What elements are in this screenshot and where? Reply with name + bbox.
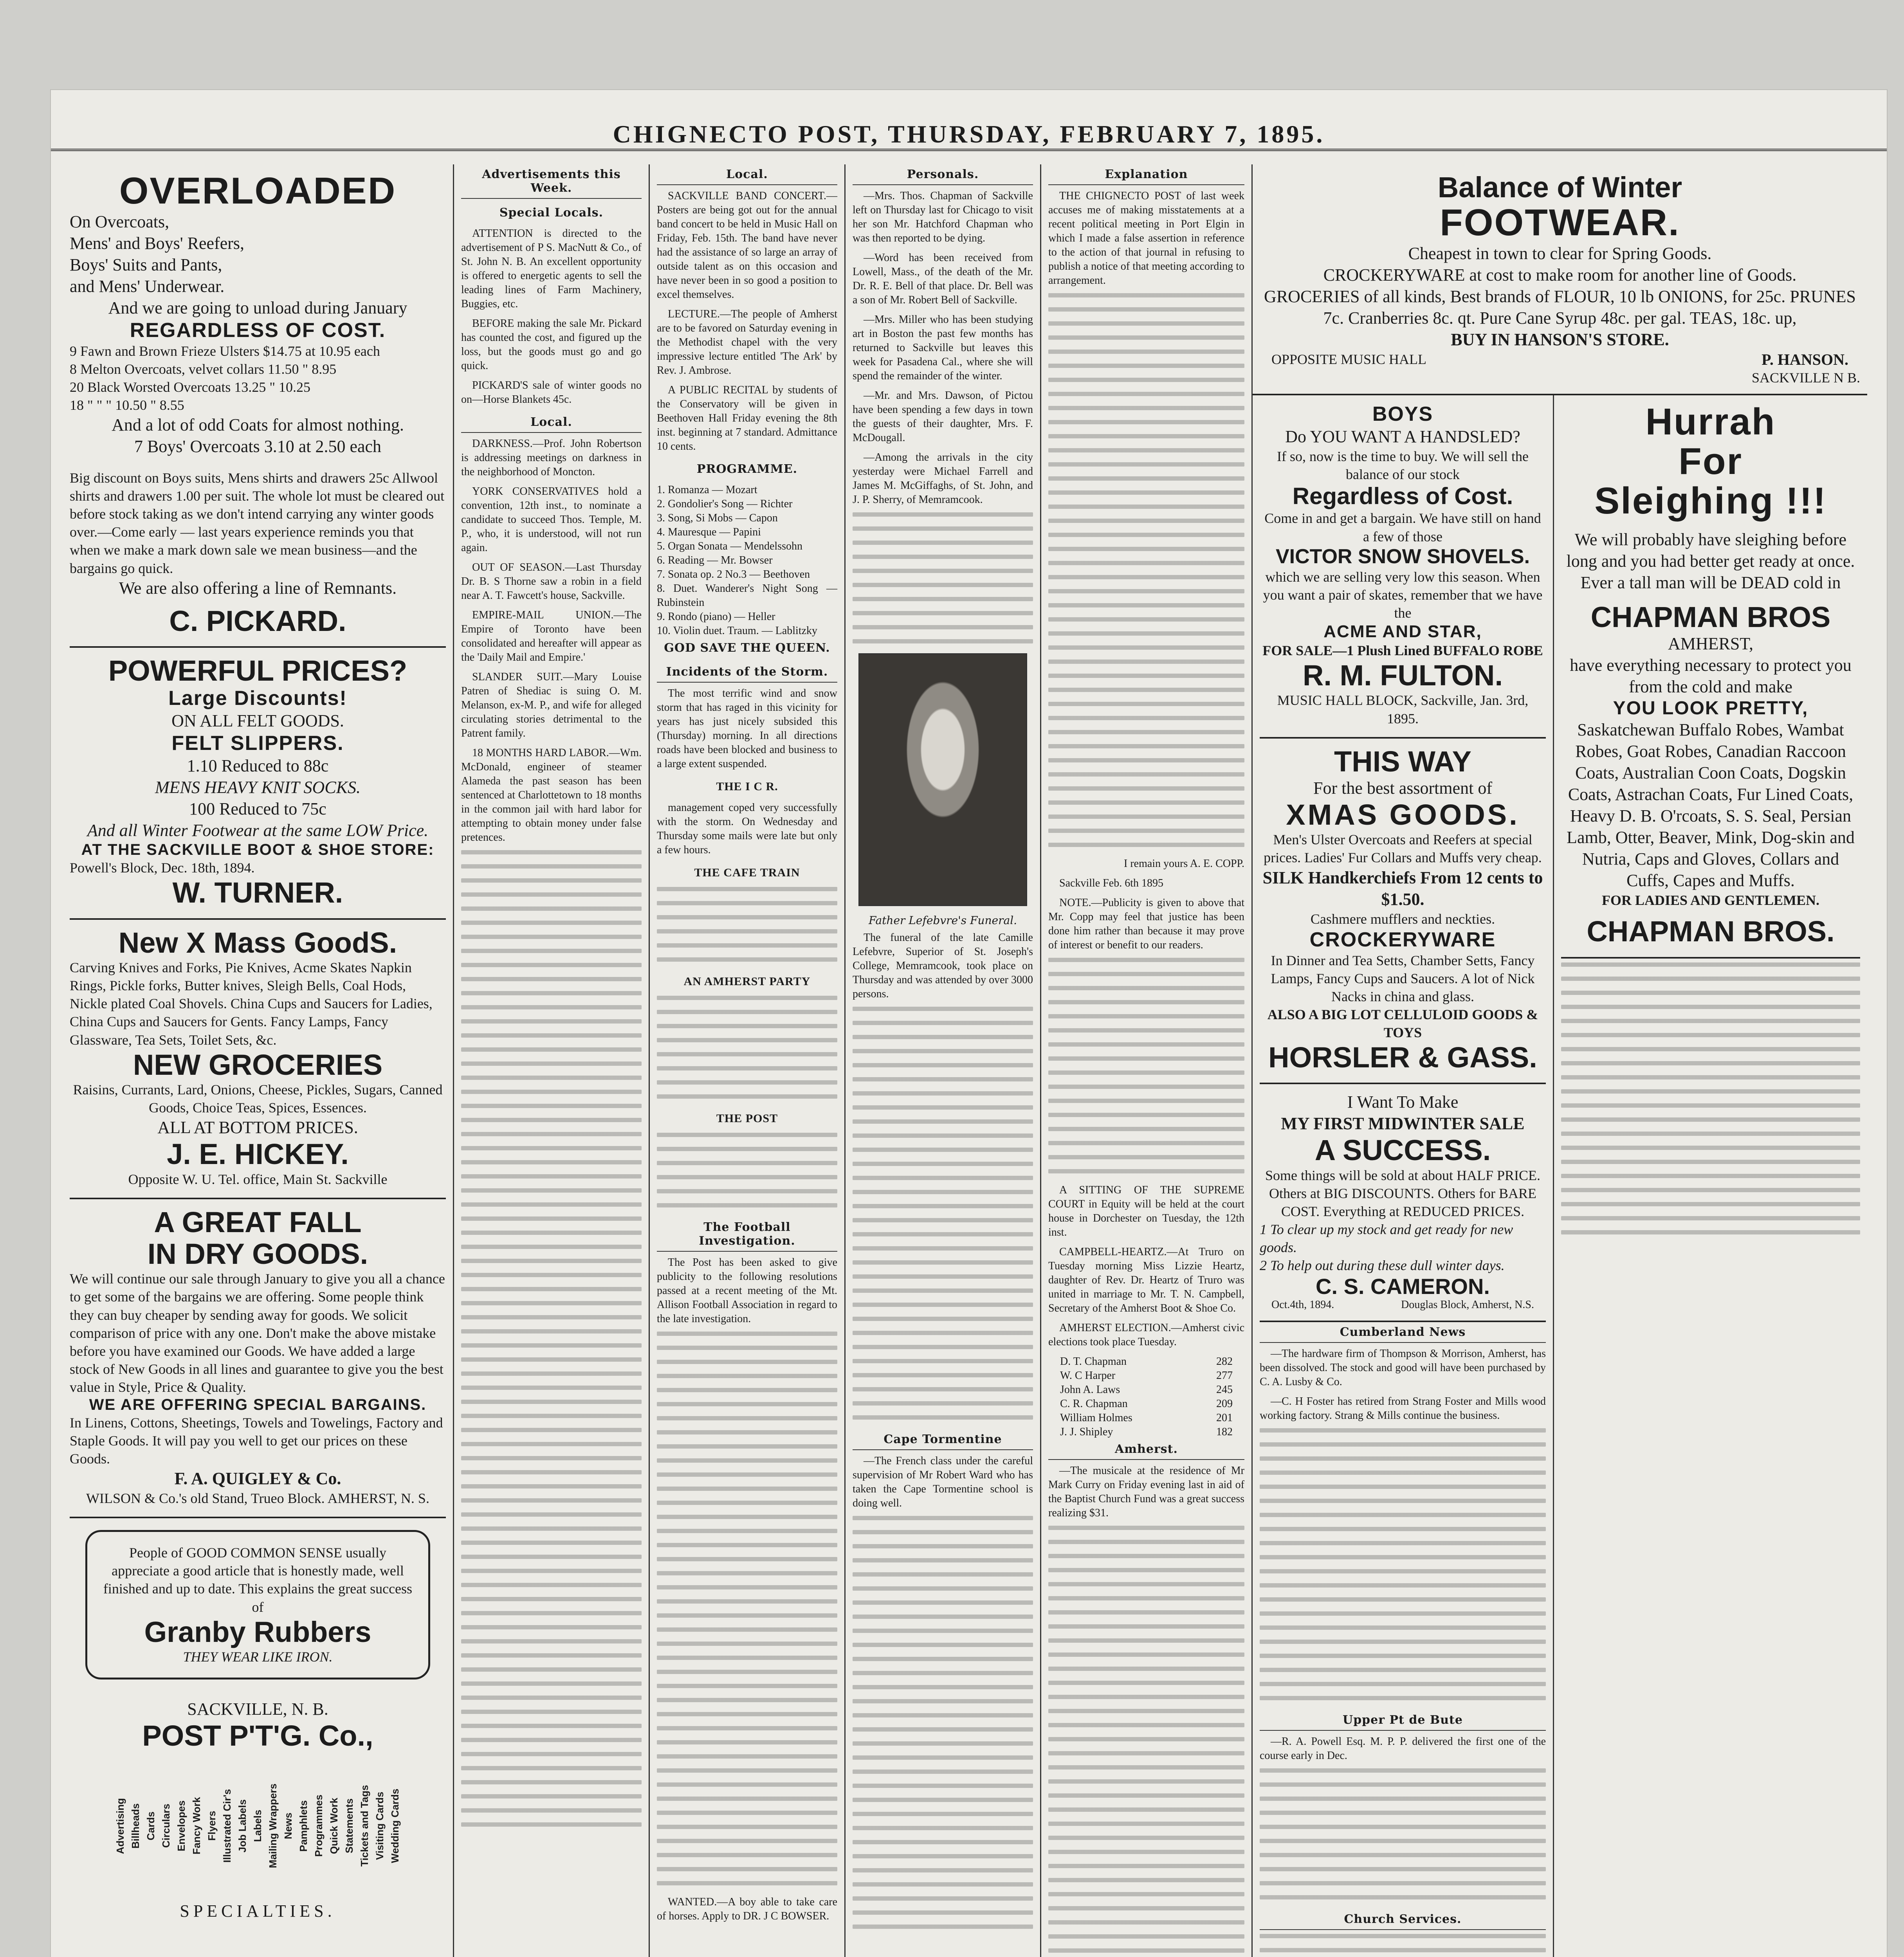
- ad-great-fall: [70, 1199, 446, 1519]
- paragraph: AMHERST ELECTION.—Amherst civic elections took place Tuesday.: [1048, 1322, 1244, 1348]
- ad-signature: W. TURNER.: [172, 876, 343, 909]
- section-header: Personals.: [853, 164, 1033, 185]
- text-lines: [1048, 958, 1244, 1173]
- paragraph: THE CHIGNECTO POST of last week accuses me of making misstatements at a recent political meeting in Port Elgin in which I made a false assertion in reference to the action of that journal in refusing to publish a notice of that meeting according to arrangement.: [1048, 190, 1244, 287]
- ad-line: MY FIRST MIDWINTER SALE: [1281, 1114, 1525, 1133]
- wanted-notice: WANTED.—A boy able to take care of horses. Apply to DR. J C BOWSER.: [657, 1896, 837, 1922]
- text-lines: [657, 996, 837, 1099]
- ad-title: NEW GROCERIES: [133, 1048, 383, 1081]
- ad-items: Saskatchewan Buffalo Robes, Wambat Robes, Goat Robes, Canadian Raccoon Coats, Australian Coon Coats, Dogskin Coats, Astrachan Coats, Fur Lined Coats, Heavy D. B. O'rcoats, S. S. Seal, Persian Lamb, Otter, Beaver, Mink, Dog-skin and Nutria, Caps and Gloves, Collars and Cuffs, Capes and Muffs.: [1567, 720, 1855, 890]
- text-lines: [1260, 1428, 1546, 1700]
- subhead: AN AMHERST PARTY: [683, 975, 811, 988]
- ad-prices: ALL AT BOTTOM PRICES.: [157, 1118, 358, 1137]
- ad-line: For the best assortment of: [1313, 778, 1493, 798]
- ad-special: WE ARE OFFERING SPECIAL BARGAINS.: [89, 1396, 427, 1413]
- ad-line: If so, now is the time to buy. We will sell the balance of our stock: [1277, 449, 1529, 483]
- specialty-item: Illustrated Cir's: [221, 1789, 233, 1863]
- vote-count: 245: [1216, 1384, 1233, 1396]
- ad-store: AT THE SACKVILLE BOOT & SHOE STORE:: [81, 841, 435, 859]
- result-row: [1060, 1397, 1233, 1411]
- ad-line: BUY IN HANSON'S STORE.: [1451, 330, 1669, 350]
- section-header: Advertisements this Week.: [461, 164, 642, 199]
- paragraph: —The musicale at the residence of Mr Mark Curry on Friday evening last in aid of the Baptist Church Fund was a great success realizing $31.: [1048, 1465, 1244, 1519]
- ad-boys-handsled: [1260, 395, 1546, 738]
- election-results: [1048, 1355, 1244, 1439]
- paragraph: —C. H Foster has retired from Strang Foster and Mills wood working factory. Strang & Mills continue the business.: [1260, 1395, 1546, 1422]
- section-header: Special Locals.: [499, 206, 604, 220]
- ad-line: Come in and get a bargain. We have still on hand a few of those: [1264, 510, 1541, 544]
- programme-item: 1. Romanza — Mozart: [657, 484, 757, 496]
- article-body: [657, 1895, 837, 1923]
- section-header: Church Services.: [1260, 1909, 1546, 1930]
- column-explanation: [1041, 164, 1253, 1957]
- ad-line: ALSO A BIG LOT CELLULOID GOODS & TOYS: [1267, 1006, 1538, 1040]
- article-body: [1048, 189, 1244, 288]
- specialty-item: Fancy Work: [191, 1797, 202, 1855]
- programme-item: 9. Rondo (piano) — Heller: [657, 611, 775, 623]
- ad-date: Oct.4th, 1894.: [1271, 1298, 1334, 1311]
- specialty-item: Flyers: [206, 1811, 218, 1841]
- ad-italic: And all Winter Footwear at the same LOW Price.: [87, 821, 429, 840]
- programme-item: 3. Song, Si Mobs — Capon: [657, 512, 778, 524]
- article-body: [657, 1256, 837, 1326]
- ad-tagline: THEY WEAR LIKE IRON.: [183, 1649, 333, 1665]
- ad-line: And a lot of odd Coats for almost nothing.: [112, 415, 404, 435]
- ad-line: and Mens' Underwear.: [70, 276, 225, 296]
- article-body: [1260, 1735, 1546, 1763]
- result-row: [1060, 1425, 1233, 1439]
- column-ads-left: [63, 164, 454, 1957]
- ad-title: POWERFUL PRICES?: [108, 654, 407, 687]
- ad-item: 8 Melton Overcoats, velvet collars 11.50 " 8.95: [70, 361, 337, 377]
- text-lines: [657, 1332, 837, 1885]
- result-row: [1060, 1411, 1233, 1425]
- specialty-item: Statements: [343, 1798, 355, 1854]
- text-lines: [853, 1516, 1033, 1929]
- ad-sub: IN DRY GOODS.: [147, 1238, 368, 1270]
- specialty-item: News: [282, 1813, 294, 1840]
- section-header: Cumberland News: [1260, 1322, 1546, 1343]
- ad-powerful-prices: [70, 648, 446, 920]
- candidate-name: D. T. Chapman: [1060, 1355, 1127, 1368]
- columns: [63, 164, 1875, 1957]
- specialty-item: Mailing Wrappers: [267, 1784, 279, 1869]
- ad-line: FOR SALE—1 Plush Lined BUFFALO ROBE: [1262, 643, 1543, 658]
- paragraph: —Mrs. Thos. Chapman of Sackville left on Thursday last for Chicago to visit her son Mr. Hatchford Chapman who was then reported to be dying.: [853, 190, 1033, 244]
- ad-signature: C. S. CAMERON.: [1316, 1274, 1490, 1299]
- ad-body: In Linens, Cottons, Sheetings, Towels and Towelings, Factory and Staple Goods. It will pay you well to get our prices on these Goods.: [70, 1415, 443, 1467]
- text-lines: [657, 1133, 837, 1207]
- text-lines: [1561, 962, 1860, 1234]
- article-body: [1048, 1464, 1244, 1520]
- ad-success: [1260, 1084, 1546, 1322]
- paragraph: OUT OF SEASON.—Last Thursday Dr. B. S Thorne saw a robin in a field near A. T. Fawcett's house, Sackville.: [461, 561, 642, 602]
- ad-signature: C. PICKARD.: [169, 604, 346, 637]
- ad-title: THIS WAY: [1334, 745, 1471, 778]
- ad-line: Mens' and Boys' Reefers,: [70, 233, 244, 253]
- ad-opposite: OPPOSITE MUSIC HALL: [1271, 351, 1427, 368]
- ad-line: which we are selling very low this season. When you want a pair of skates, remember that we have the: [1263, 569, 1543, 621]
- ads-subcolumn-left: [1253, 395, 1554, 1957]
- ad-headline: REGARDLESS OF COST.: [130, 319, 386, 342]
- vote-count: 201: [1216, 1412, 1233, 1424]
- specialty-item: Job Labels: [236, 1799, 248, 1853]
- paragraph: BEFORE making the sale Mr. Pickard has counted the cost, and figured up the loss, but the goods must go and go quick.: [461, 317, 642, 372]
- programme-item: 2. Gondolier's Song — Richter: [657, 498, 793, 510]
- article-body: [657, 687, 837, 1207]
- ad-title: A SUCCESS.: [1314, 1134, 1491, 1167]
- newspaper-page: [51, 90, 1887, 1957]
- ad-body: People of GOOD COMMON SENSE usually appreciate a good article that is honestly made, well finished and up to date. This explains the great success of: [103, 1545, 413, 1615]
- text-lines: [853, 512, 1033, 643]
- text-lines: [853, 1007, 1033, 1420]
- ad-title: Hurrah: [1645, 401, 1776, 443]
- specialty-item: Quick Work: [328, 1798, 340, 1854]
- section-header: Amherst.: [1048, 1439, 1244, 1460]
- ad-footer-row: [1260, 350, 1860, 369]
- paragraph: ATTENTION is directed to the advertisement of P S. MacNutt & Co., of St. John N. B. An excellent opportunity is offered to energetic agents to sell the leading lines of Farm Machinery, Buggies, etc.: [461, 227, 642, 310]
- paragraph: EMPIRE-MAIL UNION.—The Empire of Toronto have been consolidated and hereafter will appear as the 'Daily Mail and Empire.': [461, 609, 642, 663]
- paragraph: —Mrs. Miller who has been studying art in Boston the past few months has returned to Sackville but leaves this week for Pasadena Cal., where she will spend the remainder of the winter.: [853, 314, 1033, 382]
- vote-count: 182: [1216, 1426, 1233, 1438]
- paragraph: —The French class under the careful supervision of Mr Robert Ward who has taken the Cape Tormentine school is doing well.: [853, 1455, 1033, 1509]
- ad-overloaded: [70, 164, 446, 648]
- ad-line: I Want To Make: [1347, 1092, 1459, 1112]
- ad-address: Opposite W. U. Tel. office, Main St. Sackville: [128, 1171, 388, 1187]
- candidate-name: C. R. Chapman: [1060, 1398, 1128, 1410]
- ad-sub: FELT SLIPPERS.: [171, 732, 344, 755]
- vote-count: 282: [1216, 1355, 1233, 1368]
- programme-item: 6. Reading — Mr. Bowser: [657, 554, 773, 566]
- image-caption: Father Lefebvre's Funeral.: [868, 914, 1017, 927]
- ad-title: CROCKERYWARE: [1309, 928, 1496, 951]
- subhead: THE I C R.: [716, 780, 778, 793]
- text-lines: [1260, 1934, 1546, 1957]
- ad-line: SILK Handkerchiefs From 12 cents to $1.50.: [1262, 868, 1543, 909]
- ad-line: 1 To clear up my stock and get ready for new goods.: [1260, 1222, 1513, 1256]
- ad-place: SACKVILLE N B.: [1752, 370, 1860, 386]
- ad-footer-row: [1260, 1299, 1546, 1311]
- ad-line: YOU LOOK PRETTY,: [1613, 698, 1808, 719]
- column-personals: [846, 164, 1041, 1957]
- anthem: GOD SAVE THE QUEEN.: [664, 641, 830, 655]
- article-body: [853, 1454, 1033, 1510]
- ad-line: Cashmere mufflers and neckties.: [1310, 911, 1495, 927]
- ad-brand: Granby Rubbers: [144, 1615, 371, 1648]
- programme-item: 10. Violin duet. Traum. — Lablitzky: [657, 625, 818, 637]
- paragraph: The funeral of the late Camille Lefebvre, Superior of St. Joseph's College, Memramcook, took place on Thursday and was attended by over 3000 persons.: [853, 932, 1033, 1000]
- ad-title: Regardless of Cost.: [1292, 483, 1513, 510]
- ad-title: Sleighing !!!: [1594, 479, 1827, 522]
- ad-item: 18 " " " 10.50 " 8.55: [70, 397, 184, 413]
- vote-count: 277: [1216, 1370, 1233, 1382]
- article-body: [461, 227, 642, 407]
- programme-item: 5. Organ Sonata — Mendelssohn: [657, 540, 802, 552]
- ad-line: 7 Boys' Overcoats 3.10 at 2.50 each: [134, 437, 382, 456]
- article-body: [1048, 857, 1244, 952]
- paragraph: SACKVILLE BAND CONCERT.—Posters are being got out for the annual band concert to be held in Music Hall on Friday, Feb. 15th. The band have never had the assistance of so large an array of outside talent as on this occasion and have never been in so good a position to excel themselves.: [657, 190, 837, 301]
- portrait-image: [858, 653, 1027, 906]
- section-header: Cape Tormentine: [853, 1429, 1033, 1450]
- ads-subcolumn-right: [1554, 395, 1867, 1957]
- article-body: [461, 437, 642, 845]
- ad-line: Cheapest in town to clear for Spring Goods.: [1408, 244, 1712, 263]
- column-local-news: [650, 164, 846, 1957]
- ad-place: AMHERST,: [1668, 634, 1753, 654]
- programme-item: 7. Sonata op. 2 No.3 — Beethoven: [657, 568, 810, 580]
- ad-block: Douglas Block, Amherst, N.S.: [1401, 1298, 1534, 1311]
- ad-signature: J. E. HICKEY.: [167, 1138, 349, 1171]
- paragraph: —Word has been received from Lowell, Mass., of the death of the Mr. Dr. R. E. Bell of that place. Dr. Bell was a son of Mr. Robert Bell of Sackville.: [853, 252, 1033, 306]
- ad-line: FOR LADIES AND GENTLEMEN.: [1601, 892, 1820, 908]
- section-header: Explanation: [1048, 164, 1244, 185]
- specialty-item: Envelopes: [175, 1800, 187, 1852]
- ad-address: WILSON & Co.'s old Stand, Trueo Block. AMHERST, N. S.: [86, 1490, 429, 1506]
- paragraph: 18 MONTHS HARD LABOR.—Wm. McDonald, engineer of steamer Alameda the past season has been sentenced at Charlottetown to 18 months in the common jail with hard labor for attempting to obtain money under false pretences.: [461, 747, 642, 843]
- ad-line: Men's Ulster Overcoats and Reefers at special prices. Ladies' Fur Collars and Muffs very cheap.: [1264, 832, 1542, 866]
- candidate-name: W. C Harper: [1060, 1370, 1116, 1382]
- ad-title: Balance of Winter: [1437, 171, 1682, 204]
- ad-hurrah-sleighing: [1561, 395, 1860, 958]
- paragraph: —The hardware firm of Thompson & Morrison, Amherst, has been dissolved. The stock and good will have been purchased by C. A. Lusby & Co.: [1260, 1347, 1546, 1388]
- ad-line: ACME AND STAR,: [1323, 622, 1482, 641]
- ad-prices: 1.10 Reduced to 88c: [187, 756, 329, 776]
- article-body: [1048, 1183, 1244, 1349]
- ad-signature: R. M. FULTON.: [1302, 659, 1503, 692]
- text-lines: [1048, 293, 1244, 847]
- ad-line: 2 To help out during these dull winter days.: [1260, 1258, 1505, 1274]
- paragraph: PICKARD'S sale of winter goods no on—Horse Blankets 45c.: [461, 379, 642, 405]
- paragraph: The Post has been asked to give publicity to the following resolutions passed at a recent meeting of the Mt. Allison Football Association in regard to the late investigation.: [657, 1256, 837, 1325]
- section-header: The Football Investigation.: [657, 1217, 837, 1252]
- programme-item: 8. Duet. Wanderer's Night Song — Rubinstein: [657, 582, 837, 609]
- ad-line: On Overcoats,: [70, 212, 169, 231]
- ad-body: have everything necessary to protect you from the cold and make: [1570, 656, 1852, 697]
- specialty-item: Cards: [145, 1811, 157, 1841]
- dateline: Sackville Feb. 6th 1895: [1059, 877, 1163, 889]
- subhead: THE POST: [716, 1112, 778, 1125]
- specialty-item: Billheads: [130, 1803, 141, 1849]
- ad-title: A GREAT FALL: [154, 1206, 362, 1238]
- ad-title: OVERLOADED: [119, 170, 397, 212]
- ad-body: Raisins, Currants, Lard, Onions, Cheese, Pickles, Sugars, Canned Goods, Choice Teas, Spices, Essences.: [73, 1082, 443, 1116]
- ad-footer: SPECIALTIES.: [180, 1901, 336, 1921]
- section-header: Local.: [657, 164, 837, 185]
- specialty-item: Pamphlets: [298, 1800, 309, 1852]
- ad-body: We will continue our sale through January to give you all a chance to get some of the bargains we are offering. Some people think they can buy cheaper by sending away for goods. We solicit comparison of price with any one. Don't make the above mistake before you have examined our Goods. We have added a large stock of New Goods in all lines and guarantee to give you the best value in Style, Price & Quality.: [70, 1271, 445, 1395]
- programme-header: PROGRAMME.: [696, 462, 798, 476]
- ad-title: New X Mass GoodS.: [118, 926, 397, 959]
- candidate-name: William Holmes: [1060, 1412, 1132, 1424]
- paragraph: CAMPBELL-HEARTZ.—At Truro on Tuesday morning Miss Lizzie Heartz, daughter of Rev. Dr. Heartz of Truro was united in marriage to Mr. T. N. Campbell, Secretary of the Amherst Boot & Shoe Co.: [1048, 1246, 1244, 1314]
- ad-sub: Large Discounts!: [168, 687, 347, 710]
- paragraph: The most terrific wind and snow storm that has raged in this vicinity for years has just nicely subsided this (Thursday) morning. In all directions roads have been blocked and business to a large extent suspended.: [657, 687, 837, 770]
- ad-signature: HORSLER & GASS.: [1268, 1041, 1537, 1074]
- article-body: [853, 931, 1033, 1001]
- ad-prices: 100 Reduced to 75c: [189, 799, 326, 819]
- paragraph: —Among the arrivals in the city yesterday were Michael Farrell and James M. McGiffaghs, of St. John, and J. P. Sherry, of Memramcook.: [853, 451, 1033, 506]
- specialty-item: Visiting Cards: [374, 1792, 386, 1860]
- ad-subcolumns: [1253, 395, 1867, 1957]
- specialty-item: Labels: [252, 1810, 263, 1842]
- ad-block: MUSIC HALL BLOCK, Sackville, Jan. 3rd, 1895.: [1277, 692, 1529, 726]
- ad-body: We will probably have sleighing before long and you had better get ready at once. Ever a tall man will be DEAD cold in: [1566, 530, 1855, 592]
- specialty-item: Advertising: [114, 1798, 126, 1854]
- ad-socks: MENS HEAVY KNIT SOCKS.: [155, 778, 361, 797]
- masthead: CHIGNECTO POST, THURSDAY, FEBRUARY 7, 1895.: [51, 102, 1887, 151]
- ad-body: Some things will be sold at about HALF PRICE. Others at BIG DISCOUNTS. Others for BARE COST. Everything at REDUCED PRICES.: [1265, 1167, 1540, 1219]
- ad-body: Big discount on Boys suits, Mens shirts and drawers 25c Allwool shirts and drawers 1.00 per suit. The whole lot must be cleared out before stock taking as we don't intend carrying any winter goods over.—Come early — last years experience reminds you that when we make a mark down sale we mean business—and the bargains go quick.: [70, 470, 445, 576]
- ad-post-printing: [70, 1691, 446, 1931]
- paragraph: A SITTING OF THE SUPREME COURT in Equity will be held at the court house in Dorchester on Tuesday, the 12th inst.: [1048, 1184, 1244, 1238]
- specialty-item: Programmes: [313, 1795, 325, 1857]
- paragraph: DARKNESS.—Prof. John Robertson is addressing meetings on darkness in the neighborhood of Moncton.: [461, 438, 642, 478]
- paragraph: NOTE.—Publicity is given to above that Mr. Copp may feel that justice has been done him rather than because it may prove of interest or benefit to our readers.: [1048, 897, 1244, 951]
- result-row: [1060, 1383, 1233, 1397]
- paragraph: A PUBLIC RECITAL by students of the Conservatory will be given in Beethoven Hall Friday evening the 8th inst. beginning at 7 standard. Admittance 10 cents.: [657, 384, 837, 452]
- ad-balance-footwear: [1253, 164, 1867, 395]
- paragraph: management coped very successfully with the storm. On Wednesday and Thursday some mails were late but only a few hours.: [657, 802, 837, 856]
- programme-list: [657, 483, 837, 638]
- ad-title: FOOTWEAR.: [1440, 202, 1680, 244]
- signature: I remain yours A. E. COPP.: [1124, 858, 1244, 870]
- ad-signature: CHAPMAN BROS.: [1587, 915, 1835, 948]
- ad-this-way: [1260, 739, 1546, 1085]
- ad-xmas-goods: [70, 920, 446, 1199]
- ad-line: Do YOU WANT A HANDSLED?: [1285, 427, 1520, 447]
- ad-sub: ON ALL FELT GOODS.: [171, 711, 344, 731]
- ad-title: BOYS: [1372, 403, 1433, 426]
- ad-signature: CHAPMAN BROS: [1590, 600, 1831, 633]
- section-header: Upper Pt de Bute: [1260, 1710, 1546, 1731]
- text-lines: [1260, 1768, 1546, 1899]
- paragraph: YORK CONSERVATIVES hold a convention, 12th inst., to nominate a candidate to succeed Thos. Temple, M. P., who, it is understood, will not run again.: [461, 485, 642, 554]
- ad-item: 9 Fawn and Brown Frieze Ulsters $14.75 at 10.95 each: [70, 343, 380, 359]
- subhead: THE CAFE TRAIN: [694, 866, 800, 879]
- ad-granby-rubbers: [85, 1530, 430, 1679]
- article-body: [657, 189, 837, 454]
- column-ads-right: [1253, 164, 1867, 1957]
- text-lines: [1048, 1526, 1244, 1957]
- text-lines: [461, 850, 642, 1827]
- ad-title: For: [1679, 440, 1743, 483]
- result-row: [1060, 1355, 1233, 1369]
- column-locals: [454, 164, 650, 1957]
- article-body: [1260, 1347, 1546, 1423]
- specialty-item: Circulars: [160, 1804, 172, 1848]
- programme-item: 4. Mauresque — Papini: [657, 526, 761, 538]
- ad-place: SACKVILLE, N. B.: [187, 1699, 328, 1719]
- candidate-name: John A. Laws: [1060, 1384, 1120, 1396]
- candidate-name: J. J. Shipley: [1060, 1426, 1113, 1438]
- ad-line: In Dinner and Tea Setts, Chamber Setts, Fancy Lamps, Fancy Cups and Saucers. A lot of Nick Nacks in china and glass.: [1271, 952, 1535, 1004]
- vote-count: 209: [1216, 1398, 1233, 1410]
- article-body: [853, 189, 1033, 507]
- ad-line: And we are going to unload during January: [108, 298, 407, 317]
- specialty-item: Tickets and Tags: [359, 1785, 370, 1867]
- ad-title: VICTOR SNOW SHOVELS.: [1275, 545, 1530, 568]
- ad-line: Boys' Suits and Pants,: [70, 255, 222, 274]
- section-header: Incidents of the Storm.: [657, 662, 837, 683]
- paragraph: LECTURE.—The people of Amherst are to be favored on Saturday evening in the Methodist chapel with the very impressive lecture entitled 'The Ark' by Rev. J. Ambrose.: [657, 308, 837, 377]
- ad-line: CROCKERYWARE at cost to make room for another line of Goods.: [1323, 265, 1797, 285]
- specialty-item: Wedding Cards: [389, 1789, 401, 1863]
- paragraph: —R. A. Powell Esq. M. P. P. delivered the first one of the course early in Dec.: [1260, 1735, 1546, 1762]
- ad-body: Carving Knives and Forks, Pie Knives, Acme Skates Napkin Rings, Pickle forks, Butter knives, Sleigh Bells, Coal Hods, Nickle plated Coal Shovels. China Cups and Saucers for Ladies, China Cups and Saucers for Gents. Fancy Lamps, Fancy Glassware, Tea Sets, Toilet Sets, &c.: [70, 960, 433, 1048]
- text-lines: [657, 887, 837, 962]
- paragraph: SLANDER SUIT.—Mary Louise Patren of Shediac is suing O. M. Melanson, ex-M. P., and wife for alleged circulating stories detrimental to the Patrent family.: [461, 671, 642, 739]
- ad-title: POST P'T'G. Co.,: [142, 1719, 373, 1752]
- specialties-list: [70, 1759, 446, 1892]
- ad-signature: P. HANSON.: [1762, 351, 1848, 369]
- ad-title: XMAS GOODS.: [1286, 798, 1520, 831]
- ad-line: We are also offering a line of Remnants.: [119, 578, 397, 598]
- paragraph: —Mr. and Mrs. Dawson, of Pictou have been spending a few days in town the guests of their daughter, Mrs. F. McDougall.: [853, 389, 1033, 444]
- ad-line: GROCERIES of all kinds, Best brands of FLOUR, 10 lb ONIONS, for 25c. PRUNES 7c. Cranberries 8c. qt. Pure Cane Syrup 48c. per gal. TEAS, 18c. up,: [1264, 287, 1856, 328]
- result-row: [1060, 1369, 1233, 1383]
- ad-block: Powell's Block, Dec. 18th, 1894.: [70, 860, 255, 876]
- section-header: Local.: [461, 412, 642, 433]
- ad-signature: F. A. QUIGLEY & Co.: [174, 1469, 341, 1488]
- ad-item: 20 Black Worsted Overcoats 13.25 " 10.25: [70, 379, 311, 395]
